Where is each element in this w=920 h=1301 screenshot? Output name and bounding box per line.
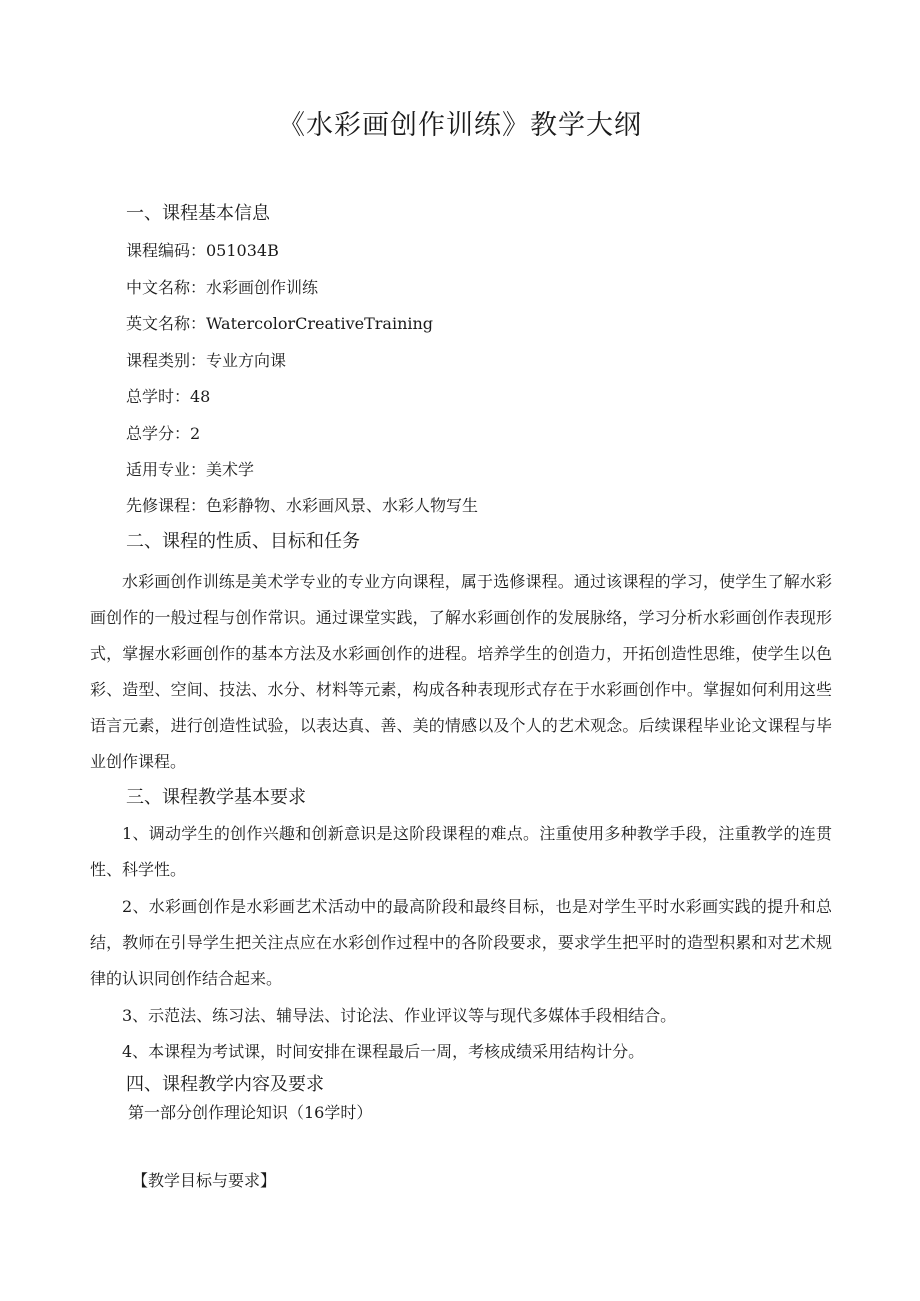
section1-heading: 一、课程基本信息 — [126, 203, 270, 224]
info-total-credits: 总学分：2 — [126, 424, 201, 443]
part1-title: 第一部分创作理论知识（16学时） — [128, 1103, 373, 1122]
section2-heading: 二、课程的性质、目标和任务 — [126, 531, 360, 552]
info-applicable-major: 适用专业：美术学 — [126, 460, 255, 479]
teaching-objectives-label: 【教学目标与要求】 — [132, 1171, 277, 1190]
requirement-item-1: 1、调动学生的创作兴趣和创新意识是这阶段课程的难点。注重使用多种教学手段，注重教学的连贯性、科学性。 — [90, 824, 832, 879]
section3-heading: 三、课程教学基本要求 — [126, 787, 306, 808]
info-course-category: 课程类别：专业方向课 — [126, 351, 287, 370]
section4-heading: 四、课程教学内容及要求 — [126, 1074, 324, 1095]
info-course-code: 课程编码：051034B — [126, 241, 279, 260]
info-english-name: 英文名称：WatercolorCreativeTraining — [126, 314, 434, 333]
requirement-item-2: 2、水彩画创作是水彩画艺术活动中的最高阶段和最终目标，也是对学生平时水彩画实践的提升和总结，教师在引导学生把关注点应在水彩创作过程中的各阶段要求，要求学生把平时的造型积累和对艺术规律的认识同创作结合起来。 — [90, 897, 832, 988]
requirement-item-4: 4、本课程为考试课，时间安排在课程最后一周，考核成绩采用结构计分。 — [122, 1042, 645, 1061]
section2-paragraph: 水彩画创作训练是美术学专业的专业方向课程，属于选修课程。通过该课程的学习，使学生了解水彩画创作的一般过程与创作常识。通过课堂实践，了解水彩画创作的发展脉络，学习分析水彩画创作表现形式，掌握水彩画创作的基本方法及水彩画创作的进程。培养学生的创造力，开拓创造性思维，使学生以色彩、造型、空间、技法、水分、材料等元素，构成各种表现形式存在于水彩画创作中。掌握如何利用这些语言元素，进行创造性试验，以表达真、善、美的情感以及个人的艺术观念。后续课程毕业论文课程与毕业创作课程。 — [90, 572, 832, 771]
info-total-hours: 总学时：48 — [126, 387, 211, 406]
info-prerequisites: 先修课程：色彩静物、水彩画风景、水彩人物写生 — [126, 496, 479, 515]
requirement-item-3: 3、示范法、练习法、辅导法、讨论法、作业评议等与现代多媒体手段相结合。 — [122, 1006, 677, 1025]
info-chinese-name: 中文名称：水彩画创作训练 — [126, 278, 319, 297]
document-title: 《水彩画创作训练》教学大纲 — [278, 110, 642, 141]
